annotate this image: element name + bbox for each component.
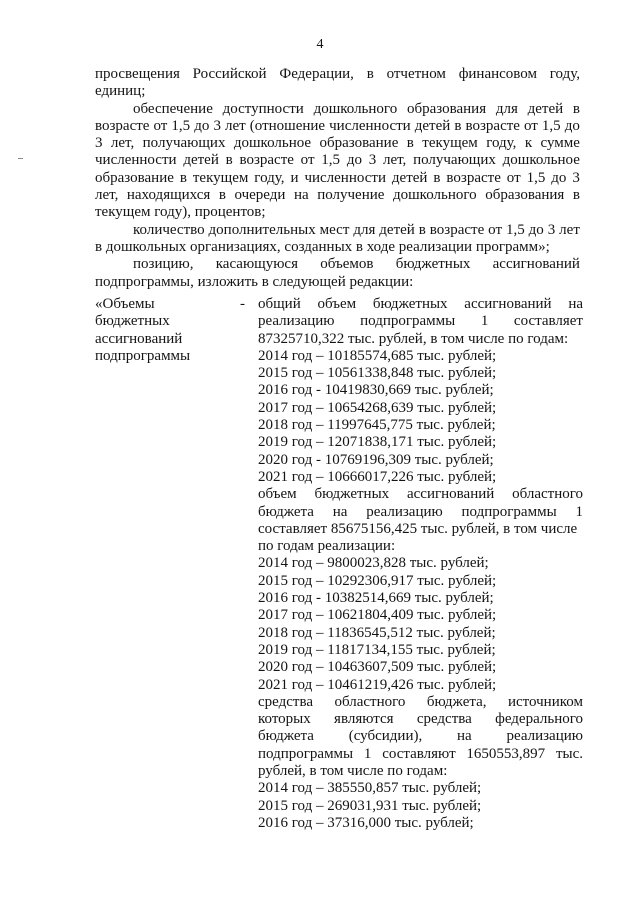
- spec-label-column: [95, 296, 240, 832]
- spec-label-line: «Объемы: [95, 296, 155, 312]
- text-line: рублей, в том числе по годам:: [258, 763, 448, 780]
- text-line: 2017 год – 10621804,409 тыс. рублей;: [258, 607, 497, 624]
- spec-dash: -: [240, 296, 245, 312]
- text-line: единиц;: [95, 83, 146, 100]
- page-number: 4: [316, 37, 324, 52]
- text-line: которых являются средства федерального: [258, 711, 583, 728]
- text-line: возрасте от 1,5 до 3 лет (отношение численности детей в возрасте от 1,5 до: [95, 117, 580, 134]
- spec-label-line: ассигнований: [95, 330, 183, 347]
- text-line: 87325710,322 тыс. рублей, в том числе по годам:: [258, 330, 569, 347]
- text-line: бюджета (субсидии), на реализацию: [258, 728, 583, 745]
- spec-value-column: [258, 296, 583, 832]
- text-line: реализацию подпрограммы 1 составляет: [258, 313, 583, 330]
- text-line: 2016 год - 10382514,669 тыс. рублей;: [258, 590, 494, 607]
- text-line: 2021 год – 10461219,426 тыс. рублей;: [258, 676, 497, 693]
- text-line: 2018 год – 11997645,775 тыс. рублей;: [258, 417, 496, 434]
- text-line: 2021 год – 10666017,226 тыс. рублей;: [258, 468, 497, 485]
- text-line: подпрограммы, изложить в следующей редакции:: [95, 273, 414, 290]
- paragraph: [95, 256, 580, 291]
- text-line: 2014 год – 10185574,685 тыс. рублей;: [258, 347, 497, 364]
- text-line: лет, находящихся в очереди на получение дошкольного образования в: [95, 187, 580, 204]
- margin-mark: [18, 158, 23, 159]
- text-line: 2020 год - 10769196,309 тыс. рублей;: [258, 451, 494, 468]
- body-text: [95, 66, 580, 291]
- text-line: 2019 год – 12071838,171 тыс. рублей;: [258, 434, 497, 451]
- text-line: бюджета на реализацию подпрограммы 1: [258, 503, 583, 520]
- spec-label-line: бюджетных: [95, 313, 170, 330]
- text-line: объем бюджетных ассигнований областного: [258, 486, 583, 503]
- spec-label-line: подпрограммы: [95, 347, 191, 364]
- text-line: 2019 год – 11817134,155 тыс. рублей;: [258, 641, 496, 658]
- text-line: обеспечение доступности дошкольного образования для детей в: [133, 100, 580, 117]
- text-line: количество дополнительных мест для детей в возрасте от 1,5 до 3 лет: [133, 221, 580, 238]
- text-line: 2016 год - 10419830,669 тыс. рублей;: [258, 382, 494, 399]
- text-line: средства областного бюджета, источником: [258, 693, 583, 710]
- text-line: 2014 год – 9800023,828 тыс. рублей;: [258, 555, 489, 572]
- text-line: 2014 год – 385550,857 тыс. рублей;: [258, 780, 482, 797]
- text-line: 2015 год – 10561338,848 тыс. рублей;: [258, 365, 497, 382]
- text-line: 2015 год – 10292306,917 тыс. рублей;: [258, 572, 497, 589]
- text-line: численности детей в возрасте от 1,5 до 3 лет, получающих дошкольное: [95, 152, 580, 169]
- text-line: общий объем бюджетных ассигнований на: [258, 296, 583, 312]
- text-line: просвещения Российской Федерации, в отчетном финансовом году,: [95, 66, 580, 82]
- budget-spec-table: [95, 296, 583, 832]
- text-line: 2016 год – 37316,000 тыс. рублей;: [258, 814, 474, 831]
- text-line: 2018 год – 11836545,512 тыс. рублей;: [258, 624, 496, 641]
- text-line: в дошкольных организациях, созданных в ходе реализации программ»;: [95, 238, 550, 255]
- text-line: позицию, касающуюся объемов бюджетных ассигнований: [133, 256, 580, 273]
- text-line: текущем году), процентов;: [95, 204, 266, 221]
- text-line: образование в текущем году, и численности детей в возрасте от 1,5 до 3: [95, 169, 580, 186]
- text-line: 3 лет, получающих дошкольное образование в текущем году, к сумме: [95, 135, 580, 152]
- text-line: составляет 85675156,425 тыс. рублей, в том числе: [258, 520, 578, 537]
- paragraph: [95, 66, 580, 101]
- text-line: 2020 год – 10463607,509 тыс. рублей;: [258, 659, 497, 676]
- text-line: по годам реализации:: [258, 538, 396, 555]
- text-line: подпрограммы 1 составляют 1650553,897 тыс.: [258, 745, 583, 762]
- paragraph: [95, 222, 580, 257]
- text-line: 2015 год – 269031,931 тыс. рублей;: [258, 797, 482, 814]
- paragraph: [95, 101, 580, 222]
- text-line: 2017 год – 10654268,639 тыс. рублей;: [258, 399, 497, 416]
- budget-spec-row: [95, 296, 583, 832]
